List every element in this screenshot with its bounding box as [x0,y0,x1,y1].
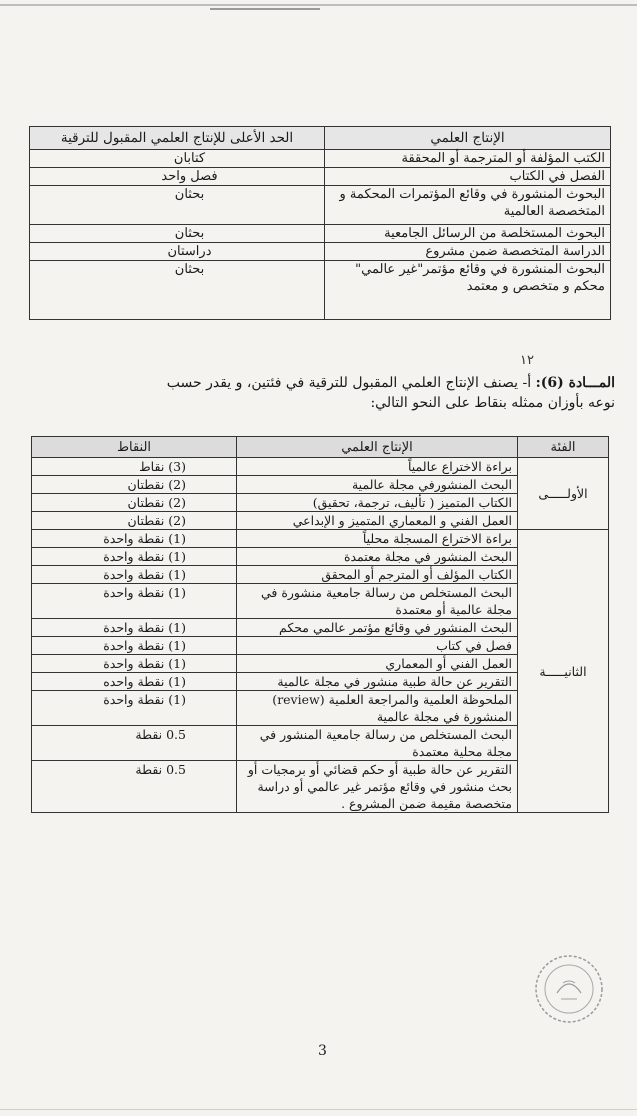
production-limits-table [29,126,611,320]
cell-limit: دراستان [30,243,325,261]
cell-production: البحث المنشورفي مجلة عالمية [237,476,518,494]
cell-points: (1) نقطة واحدة [32,619,237,637]
cell-production: براءة الاختراع المسجلة محلياً [237,530,518,548]
cell-limit: بحثان [30,186,325,225]
cell-production: البحث المستخلص من رسالة جامعية منشورة في مجلة عالمية أو معتمدة [237,584,518,619]
cell-points: (1) نقطة واحدة [32,655,237,673]
cell-production: الكتاب المؤلف أو المترجم أو المحقق [237,566,518,584]
cell-points: (1) نقطة واحدة [32,584,237,619]
cell-points: (3) نقاط [32,458,237,476]
table-header-row [32,437,609,458]
cell-production: الملحوظة العلمية والمراجعة العلمية (review) المنشورة في مجلة عالمية [237,691,518,726]
official-stamp [533,953,605,1025]
cell-limit: بحثان [30,261,325,320]
cell-production: التقرير عن حالة طبية منشور في مجلة عالمية [237,673,518,691]
cell-production: التقرير عن حالة طبية أو حكم قضائي أو برمجيات أو بحث منشور في وقائع مؤتمر غير عالمي أو دراسة متخصصة مقيمة ضمن المشروع . [237,761,518,813]
article-label: المـــادة (6): [535,375,615,391]
header-max-limit: الحد الأعلى للإنتاج العلمي المقبول للترقية [30,127,325,150]
points-table [31,436,609,813]
cell-points: (1) نقطة واحدة [32,530,237,548]
table-row [30,186,611,225]
table-row [32,530,609,548]
cell-limit: بحثان [30,225,325,243]
table-row [30,168,611,186]
cell-production: فصل في كتاب [237,637,518,655]
cell-production: الكتاب المتميز ( تأليف، ترجمة، تحقيق) [237,494,518,512]
scan-mark-top [210,8,320,10]
category-second: الثانيـــــة [518,530,609,813]
cell-limit: فصل واحد [30,168,325,186]
handwritten-note: ١٢ [520,353,534,368]
cell-production: الكتب المؤلفة أو المترجمة أو المحققة [325,150,611,168]
scan-edge-bottom [0,1109,637,1110]
table-row [30,261,611,320]
cell-production: العمل الفني أو المعماري [237,655,518,673]
cell-limit: كتابان [30,150,325,168]
header-category: الفئة [518,437,609,458]
cell-production: الدراسة المتخصصة ضمن مشروع [325,243,611,261]
cell-production: البحوث المنشورة في وقائع المؤتمرات المحكمة و المتخصصة العالمية [325,186,611,225]
cell-points: 0.5 نقطة [32,726,237,761]
cell-points: (2) نقطتان [32,476,237,494]
cell-production: البحث المنشور في وقائع مؤتمر عالمي محكم [237,619,518,637]
article-6-paragraph [150,373,615,413]
cell-points: (1) نقطة واحده [32,673,237,691]
cell-points: (1) نقطة واحدة [32,691,237,726]
table-row [30,225,611,243]
header-points: النقاط [32,437,237,458]
cell-points: (2) نقطتان [32,512,237,530]
header-production: الإنتاج العلمي [237,437,518,458]
table-row [32,458,609,476]
cell-points: (1) نقطة واحدة [32,548,237,566]
scan-edge-top [0,4,637,6]
category-first: الأولـــــى [518,458,609,530]
table-row [30,150,611,168]
cell-production: الفصل في الكتاب [325,168,611,186]
cell-points: (1) نقطة واحدة [32,566,237,584]
cell-production: البحث المستخلص من رسالة جامعية المنشور في مجلة محلية معتمدة [237,726,518,761]
table-header-row [30,127,611,150]
cell-points: (2) نقطتان [32,494,237,512]
header-production: الإنتاج العلمي [325,127,611,150]
cell-points: 0.5 نقطة [32,761,237,813]
cell-production: العمل الفني و المعماري المتميز و الإبداعي [237,512,518,530]
cell-production: براءة الاختراع عالمياً [237,458,518,476]
article-text: أ- يصنف الإنتاج العلمي المقبول للترقية في فئتين، و يقدر حسب نوعه بأوزان ممثله بنقاط على النحو التالي: [166,375,615,411]
page-number: 3 [318,1043,327,1059]
cell-production: البحث المنشور في مجلة معتمدة [237,548,518,566]
cell-production: البحوث المستخلصة من الرسائل الجامعية [325,225,611,243]
table-row [30,243,611,261]
cell-points: (1) نقطة واحدة [32,637,237,655]
cell-production: البحوث المنشورة في وقائع مؤتمر"غير عالمي" محكم و متخصص و معتمد [325,261,611,320]
